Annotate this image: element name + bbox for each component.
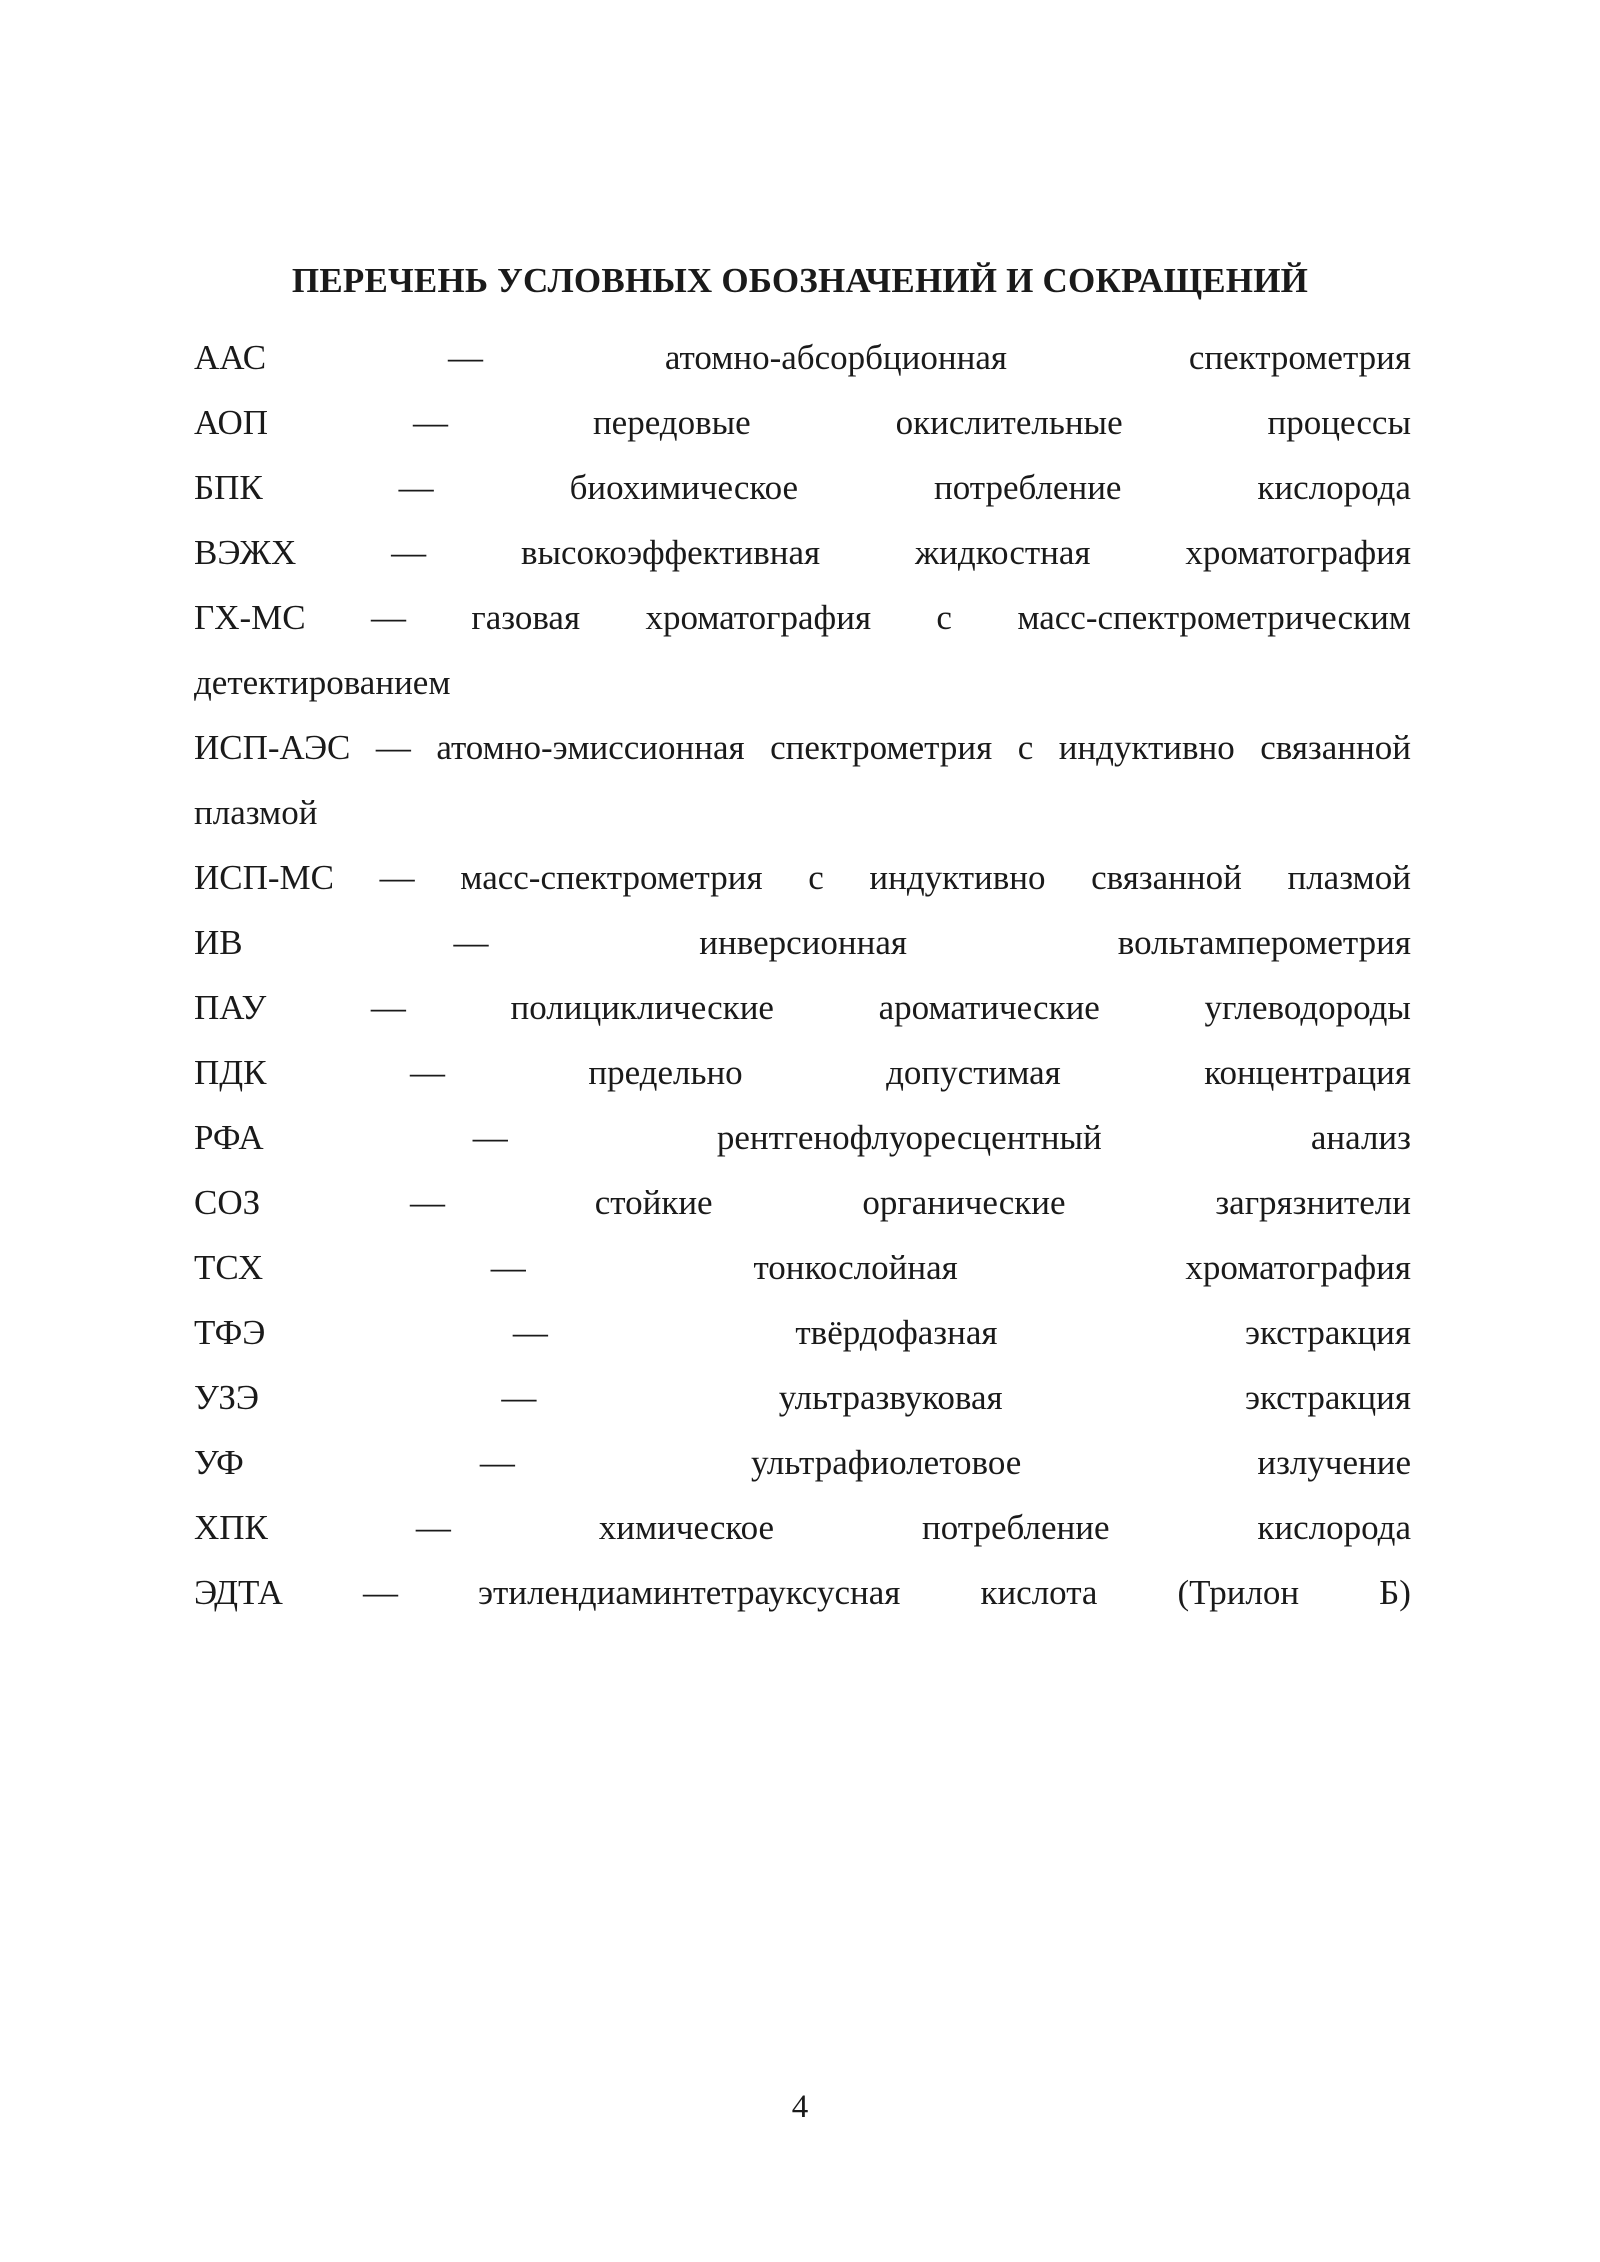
em-dash: —	[490, 1248, 526, 1287]
abbreviation-term: АОП	[194, 403, 269, 442]
definition-word: ароматические	[878, 988, 1100, 1027]
em-dash: —	[415, 1508, 451, 1547]
definition-word: стойкие	[594, 1183, 713, 1222]
definition-word: связанной	[1091, 858, 1242, 897]
definition-word: химическое	[598, 1508, 775, 1547]
definition-word: Б)	[1379, 1573, 1411, 1612]
definition-word: атомно-абсорбционная	[664, 338, 1007, 377]
em-dash: —	[379, 858, 415, 897]
definition-word: (Трилон	[1177, 1573, 1300, 1612]
definition-word: плазмой	[1287, 858, 1411, 897]
em-dash: —	[398, 468, 434, 507]
abbreviation-list	[194, 325, 1411, 1625]
em-dash: —	[409, 1053, 445, 1092]
em-dash: —	[472, 1118, 508, 1157]
definition-word: связанной	[1260, 728, 1411, 767]
definition-word: хроматография	[1185, 533, 1411, 572]
definition-word: индуктивно	[1058, 728, 1235, 767]
em-dash: —	[512, 1313, 548, 1352]
em-dash: —	[409, 1183, 445, 1222]
em-dash: —	[371, 598, 406, 637]
definition-word: спектрометрия	[770, 728, 993, 767]
definition-word: потребление	[922, 1508, 1110, 1547]
definition-word: спектрометрия	[1188, 338, 1411, 377]
definition-word: атомно-эмиссионная	[436, 728, 745, 767]
abbreviation-line	[194, 325, 1411, 390]
definition-word: хроматография	[1185, 1248, 1411, 1287]
abbreviation-line	[194, 910, 1411, 975]
abbreviation-term: ПДК	[194, 1053, 267, 1092]
abbreviation-term: ТФЭ	[194, 1313, 266, 1352]
abbreviation-line	[194, 455, 1411, 520]
definition-word: индуктивно	[869, 858, 1046, 897]
abbreviation-term: ГХ-МС	[194, 598, 306, 637]
abbreviation-line	[194, 715, 1411, 780]
definition-word: вольтамперометрия	[1117, 923, 1411, 962]
definition-word: с	[936, 598, 952, 637]
abbreviation-line	[194, 520, 1411, 585]
abbreviation-term: УФ	[194, 1443, 244, 1482]
abbreviation-term: ААС	[194, 338, 267, 377]
abbreviation-term: ХПК	[194, 1508, 268, 1547]
definition-word: излучение	[1257, 1443, 1411, 1482]
definition-word: этилендиаминтетрауксусная	[478, 1573, 901, 1612]
definition-word: тонкослойная	[753, 1248, 958, 1287]
abbreviation-line	[194, 1560, 1411, 1625]
definition-word: детектированием	[194, 663, 451, 702]
abbreviation-term: ИВ	[194, 923, 243, 962]
definition-word: хроматография	[645, 598, 872, 637]
abbreviation-line	[194, 1235, 1411, 1300]
abbreviation-term: РФА	[194, 1118, 264, 1157]
abbreviation-line	[194, 1170, 1411, 1235]
definition-word: ультразвуковая	[778, 1378, 1003, 1417]
abbreviation-line	[194, 780, 1411, 845]
definition-word: масс-спектрометрия	[460, 858, 763, 897]
abbreviation-term: ПАУ	[194, 988, 267, 1027]
definition-word: кислорода	[1257, 468, 1411, 507]
definition-word: кислорода	[1257, 1508, 1411, 1547]
definition-word: органические	[862, 1183, 1066, 1222]
definition-word: твёрдофазная	[795, 1313, 998, 1352]
em-dash: —	[370, 988, 406, 1027]
abbreviation-line	[194, 975, 1411, 1040]
definition-word: жидкостная	[915, 533, 1091, 572]
abbreviation-term: ТСХ	[194, 1248, 264, 1287]
abbreviation-term: ИСП-МС	[194, 858, 335, 897]
abbreviation-line	[194, 845, 1411, 910]
definition-word: окислительные	[895, 403, 1123, 442]
abbreviation-line	[194, 1430, 1411, 1495]
definition-word: полициклические	[510, 988, 774, 1027]
definition-word: масс-спектрометрическим	[1017, 598, 1411, 637]
definition-word: углеводороды	[1204, 988, 1411, 1027]
abbreviation-line	[194, 1105, 1411, 1170]
definition-word: газовая	[471, 598, 581, 637]
definition-word: экстракция	[1244, 1378, 1411, 1417]
definition-word: передовые	[592, 403, 751, 442]
definition-word: кислота	[980, 1573, 1098, 1612]
definition-word: инверсионная	[699, 923, 907, 962]
abbreviation-line	[194, 390, 1411, 455]
em-dash: —	[448, 338, 484, 377]
definition-word: ультрафиолетовое	[750, 1443, 1022, 1482]
em-dash: —	[501, 1378, 537, 1417]
em-dash: —	[362, 1573, 398, 1612]
abbreviation-line	[194, 585, 1411, 650]
definition-word: с	[808, 858, 824, 897]
abbreviation-term: ЭДТА	[194, 1573, 283, 1612]
definition-word: загрязнители	[1215, 1183, 1411, 1222]
abbreviation-term: УЗЭ	[194, 1378, 259, 1417]
abbreviation-line	[194, 1495, 1411, 1560]
definition-word: потребление	[934, 468, 1122, 507]
page-title: ПЕРЕЧЕНЬ УСЛОВНЫХ ОБОЗНАЧЕНИЙ И СОКРАЩЕНИЙ	[291, 261, 1309, 300]
definition-word: процессы	[1267, 403, 1411, 442]
definition-word: допустимая	[886, 1053, 1061, 1092]
abbreviation-line	[194, 1365, 1411, 1430]
abbreviation-term: СОЗ	[194, 1183, 261, 1222]
em-dash: —	[479, 1443, 515, 1482]
em-dash: —	[453, 923, 489, 962]
definition-word: с	[1017, 728, 1034, 767]
definition-word: рентгенофлуоресцентный	[716, 1118, 1102, 1157]
abbreviation-line	[194, 1300, 1411, 1365]
definition-word: высокоэффективная	[520, 533, 821, 572]
em-dash: —	[413, 403, 449, 442]
definition-word: анализ	[1310, 1118, 1411, 1157]
definition-word: экстракция	[1244, 1313, 1411, 1352]
abbreviation-term: БПК	[194, 468, 263, 507]
definition-word: плазмой	[194, 793, 318, 832]
em-dash: —	[375, 728, 411, 767]
page-number: 4	[791, 2089, 809, 2125]
em-dash: —	[391, 533, 427, 572]
abbreviation-term: ИСП-АЭС	[194, 728, 351, 767]
abbreviation-line	[194, 650, 1411, 715]
abbreviation-line	[194, 1040, 1411, 1105]
definition-word: биохимическое	[569, 468, 799, 507]
definition-word: предельно	[588, 1053, 743, 1092]
abbreviation-term: ВЭЖХ	[194, 533, 297, 572]
definition-word: концентрация	[1204, 1053, 1411, 1092]
